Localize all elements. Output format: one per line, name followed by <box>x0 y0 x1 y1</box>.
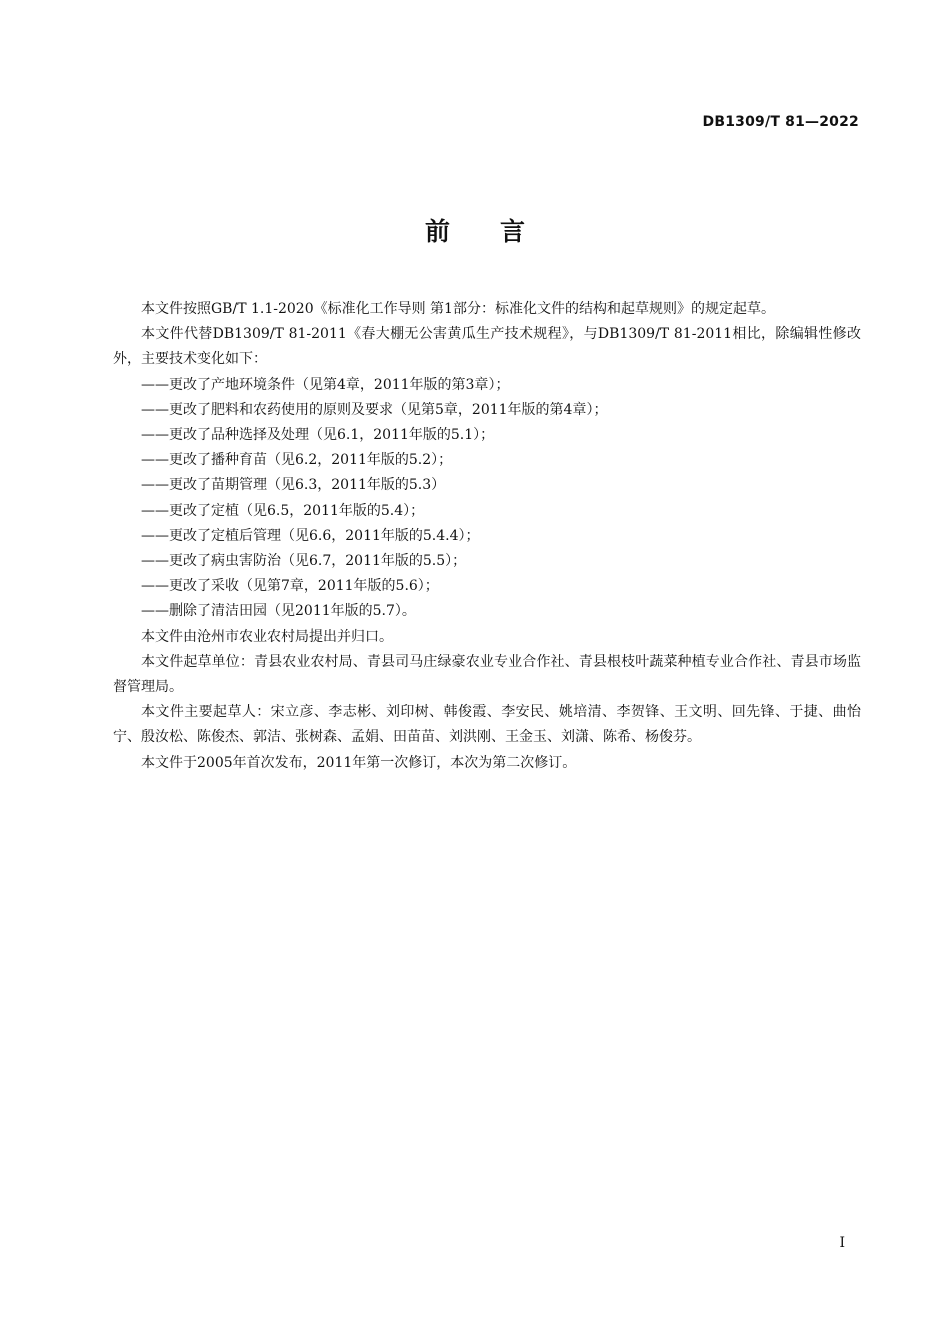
list-item: ——删除了清洁田园（见2011年版的5.7）。 <box>141 603 416 620</box>
list-item: ——更改了苗期管理（见6.3，2011年版的5.3） <box>141 477 446 494</box>
paragraph-drafting-rules: 本文件按照GB/T 1.1-2020《标准化工作导则 第1部分：标准化文件的结构和起草规则》的规定起草。 <box>141 301 775 317</box>
change-list <box>113 373 861 625</box>
page-title: 前言 <box>424 217 575 246</box>
list-item: ——更改了病虫害防治（见6.7，2011年版的5.5）； <box>141 553 467 570</box>
list-item: ——更改了定植（见6.5，2011年版的5.4）； <box>141 502 425 519</box>
paragraph-drafters: 本文件主要起草人：宋立彦、李志彬、刘印树、韩俊霞、李安民、姚培清、李贺锋、王文明、回先锋、于捷、曲怡宁、殷汝松、陈俊杰、郭洁、张树森、孟娟、田苗苗、刘洪刚、王金玉、刘潇、陈希、杨俊芬。 <box>113 704 861 746</box>
paragraph-history: 本文件于2005年首次发布，2011年第一次修订，本次为第二次修订。 <box>141 754 577 771</box>
list-item: ——更改了定植后管理（见6.6，2011年版的5.4.4）； <box>141 527 480 544</box>
list-item: ——更改了品种选择及处理（见6.1，2011年版的5.1）； <box>141 427 495 444</box>
foreword-body <box>113 297 861 776</box>
list-item: ——更改了产地环境条件（见第4章，2011年版的第3章）； <box>141 376 510 393</box>
page-number: I <box>839 1235 845 1251</box>
list-item: ——更改了播种育苗（见6.2，2011年版的5.2）； <box>141 452 453 469</box>
list-item: ——更改了采收（见第7章，2011年版的5.6）； <box>141 578 439 595</box>
list-item: ——更改了肥料和农药使用的原则及要求（见第5章，2011年版的第4章）； <box>141 401 608 418</box>
paragraph-drafting-units: 本文件起草单位：青县农业农村局、青县司马庄绿豪农业专业合作社、青县根枝叶蔬菜种植专业合作社、青县市场监督管理局。 <box>113 653 861 696</box>
paragraph-proposer: 本文件由沧州市农业农村局提出并归口。 <box>141 628 393 645</box>
paragraph-replacement: 本文件代替DB1309/T 81-2011《春大棚无公害黄瓜生产技术规程》，与DB1309/T 81-2011相比，除编辑性修改外，主要技术变化如下： <box>113 326 861 368</box>
document-code: DB1309/T 81—2022 <box>702 114 859 130</box>
